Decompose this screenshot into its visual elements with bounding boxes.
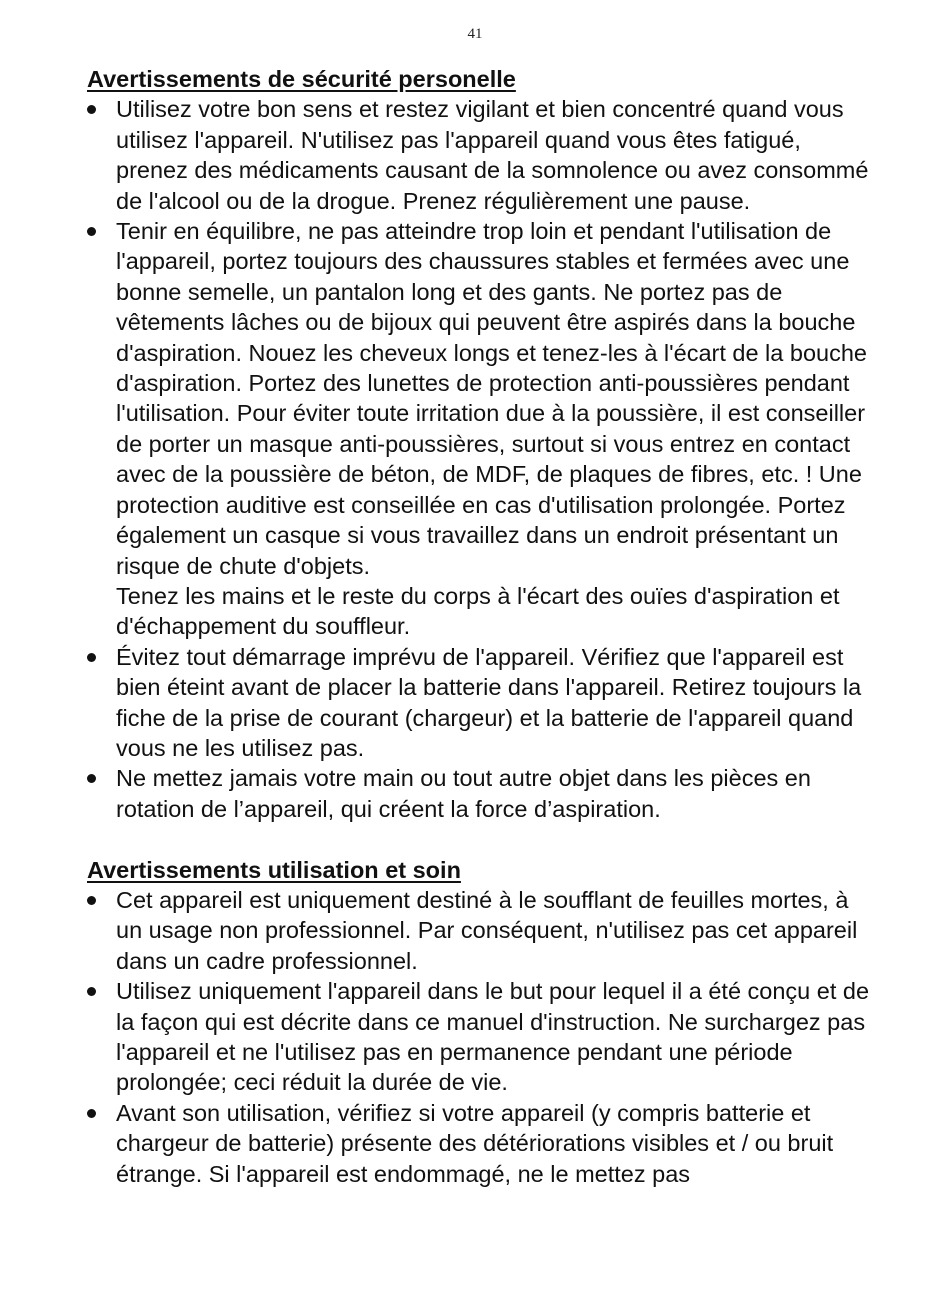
paragraph: Tenir en équilibre, ne pas atteindre trop loin et pendant l'utilisation de l'appareil, portez toujours des chaussures stables et fermées avec une bonne semelle, un pantalon long et des gants. Ne portez pas de vêtements lâches ou de bijoux qui peuvent être aspirés dans la bouche d'aspiration. Nouez les cheveux longs et tenez-les à l'écart de la bouche d'aspiration. Portez des lunettes de protection anti-poussières pendant l'utilisation. Pour éviter toute irritation due à la poussière, il est conseiller de porter un masque anti-poussières, surtout si vous entrez en contact avec de la poussière de béton, de MDF, de plaques de fibres, etc. ! Une protection auditive est conseillée en cas d'utilisation prolongée. Portez également un casque si vous travaillez dans un endroit présentant un risque de chute d'objets. — [116, 218, 867, 579]
section-use-and-care — [87, 855, 877, 1189]
list-item — [87, 976, 877, 1098]
list-item — [87, 642, 877, 764]
paragraph: Évitez tout démarrage imprévu de l'appareil. Vérifiez que l'appareil est bien éteint avant de placer la batterie dans l'appareil. Retirez toujours la fiche de la prise de courant (chargeur) et la batterie de l'appareil quand vous ne les utilisez pas. — [116, 643, 862, 761]
paragraph: Ne mettez jamais votre main ou tout autre objet dans les pièces en rotation de l’appareil, qui créent la force d’aspiration. — [116, 765, 811, 822]
bullet-icon — [87, 653, 96, 662]
bullet-icon — [87, 1109, 96, 1118]
page-number: 41 — [467, 26, 483, 42]
paragraph: Avant son utilisation, vérifiez si votre appareil (y compris batterie et chargeur de batterie) présente des détériorations visibles et / ou bruit étrange. Si l'appareil est endommagé, ne le mettez pas — [116, 1099, 834, 1187]
list-item — [87, 94, 877, 216]
list-item — [87, 885, 877, 976]
manual-page-body — [87, 64, 877, 1189]
paragraph: Utilisez uniquement l'appareil dans le but pour lequel il a été conçu et de la façon qui est décrite dans ce manuel d'instruction. Ne surchargez pas l'appareil et ne l'utilisez pas en permanence pendant une période prolongée; ceci réduit la durée de vie. — [116, 978, 870, 1096]
bullet-icon — [87, 227, 96, 236]
section-heading: Avertissements utilisation et soin — [87, 856, 461, 883]
bullet-list — [87, 94, 877, 824]
bullet-list — [87, 885, 877, 1189]
bullet-icon — [87, 987, 96, 996]
bullet-icon — [87, 896, 96, 905]
section-spacer — [87, 824, 877, 854]
list-item — [87, 763, 877, 824]
paragraph: Cet appareil est uniquement destiné à le soufflant de feuilles mortes, à un usage non professionnel. Par conséquent, n'utilisez pas cet appareil dans un cadre professionnel. — [116, 886, 858, 974]
list-item — [87, 1098, 877, 1189]
list-item — [87, 216, 877, 642]
paragraph: Tenez les mains et le reste du corps à l'écart des ouïes d'aspiration et d'échappement du souffleur. — [116, 582, 840, 640]
bullet-icon — [87, 774, 96, 783]
bullet-icon — [87, 105, 96, 114]
section-heading: Avertissements de sécurité personelle — [87, 66, 516, 92]
section-personal-safety — [87, 64, 877, 824]
paragraph: Utilisez votre bon sens et restez vigilant et bien concentré quand vous utilisez l'appareil. N'utilisez pas l'appareil quand vous êtes fatigué, prenez des médicaments causant de la somnolence ou avez consommé de l'alcool ou de la drogue. Prenez régulièrement une pause. — [116, 96, 869, 214]
